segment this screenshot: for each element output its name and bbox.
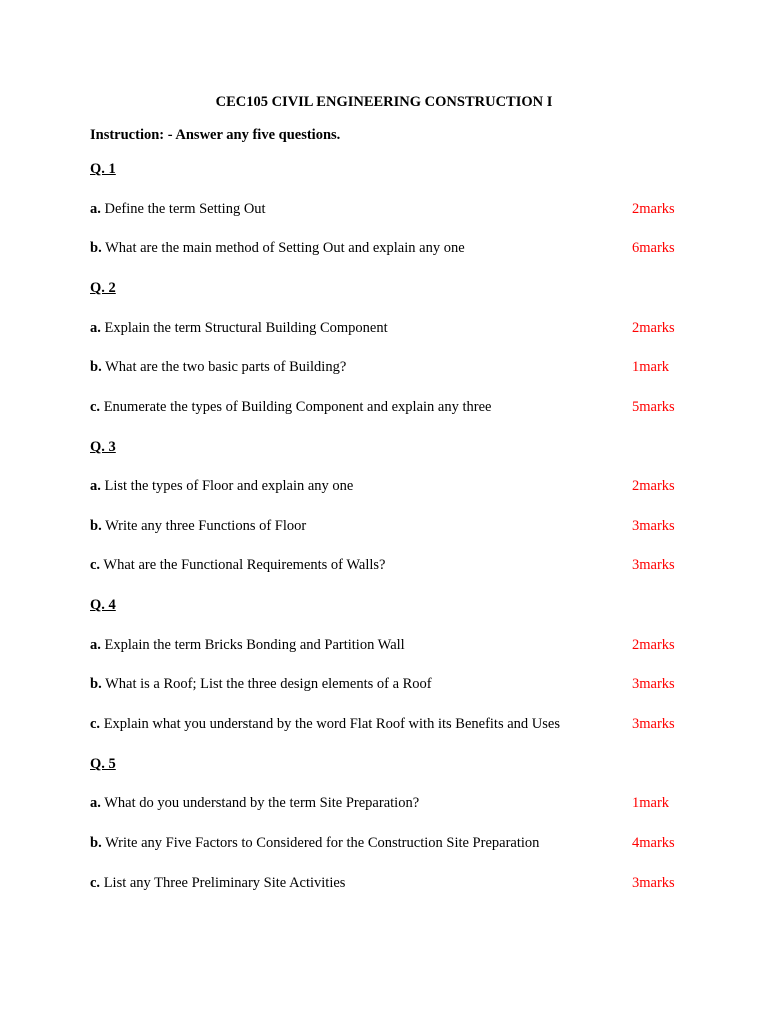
part-letter: b. (90, 676, 102, 692)
part-text: Explain the term Bricks Bonding and Partition Wall (100, 637, 405, 653)
part-letter: c. (90, 557, 101, 573)
marks-label: 2marks (632, 201, 675, 217)
part-text: Explain the term Structural Building Component (100, 320, 388, 336)
marks-label: 2marks (632, 637, 675, 653)
part-text: Explain what you understand by the word Flat Roof with its Benefits and Uses (100, 716, 560, 732)
question-part (90, 875, 690, 895)
question-part (90, 240, 690, 260)
part-letter: b. (90, 240, 102, 256)
part-text: Define the term Setting Out (100, 201, 266, 217)
marks-label: 3marks (632, 676, 675, 692)
marks-label: 4marks (632, 835, 675, 851)
part-letter: b. (90, 835, 102, 851)
question-heading: Q. 1 (90, 161, 116, 177)
question-heading: Q. 3 (90, 439, 116, 455)
part-text: Write any Five Factors to Considered for the Construction Site Preparation (101, 835, 540, 851)
marks-label: 3marks (632, 557, 675, 573)
question-heading: Q. 4 (90, 597, 116, 613)
part-letter: a. (90, 320, 101, 336)
question-part (90, 359, 690, 379)
part-letter: c. (90, 399, 101, 415)
question-part (90, 716, 690, 736)
question-heading: Q. 5 (90, 756, 116, 772)
question-part (90, 835, 690, 855)
part-letter: b. (90, 518, 102, 534)
part-letter: c. (90, 875, 101, 891)
question-part (90, 399, 690, 419)
marks-label: 3marks (632, 518, 675, 534)
marks-label: 3marks (632, 875, 675, 891)
page-title: CEC105 CIVIL ENGINEERING CONSTRUCTION I (215, 94, 553, 110)
question-part (90, 518, 690, 538)
part-letter: b. (90, 359, 102, 375)
part-text: What are the main method of Setting Out and explain any one (101, 240, 465, 256)
marks-label: 1mark (632, 795, 670, 811)
question-heading: Q. 2 (90, 280, 116, 296)
question-part (90, 557, 690, 577)
part-text: What is a Roof; List the three design elements of a Roof (101, 676, 432, 692)
marks-label: 2marks (632, 320, 675, 336)
part-letter: a. (90, 795, 101, 811)
question-part (90, 478, 690, 498)
question-part (90, 795, 690, 815)
question-part (90, 320, 690, 340)
part-letter: a. (90, 637, 101, 653)
marks-label: 6marks (632, 240, 675, 256)
part-letter: a. (90, 201, 101, 217)
part-text: What are the Functional Requirements of Walls? (100, 557, 386, 573)
marks-label: 5marks (632, 399, 675, 415)
part-text: List any Three Preliminary Site Activities (100, 875, 346, 891)
part-text: Write any three Functions of Floor (101, 518, 307, 534)
part-letter: c. (90, 716, 101, 732)
question-part (90, 637, 690, 657)
part-text: What are the two basic parts of Building? (101, 359, 347, 375)
part-letter: a. (90, 478, 101, 494)
marks-label: 3marks (632, 716, 675, 732)
marks-label: 2marks (632, 478, 675, 494)
part-text: What do you understand by the term Site Preparation? (100, 795, 420, 811)
question-part (90, 201, 690, 221)
question-part (90, 676, 690, 696)
part-text: List the types of Floor and explain any one (100, 478, 354, 494)
part-text: Enumerate the types of Building Component and explain any three (100, 399, 492, 415)
instruction-text: Instruction: - Answer any five questions. (90, 127, 341, 143)
marks-label: 1mark (632, 359, 670, 375)
